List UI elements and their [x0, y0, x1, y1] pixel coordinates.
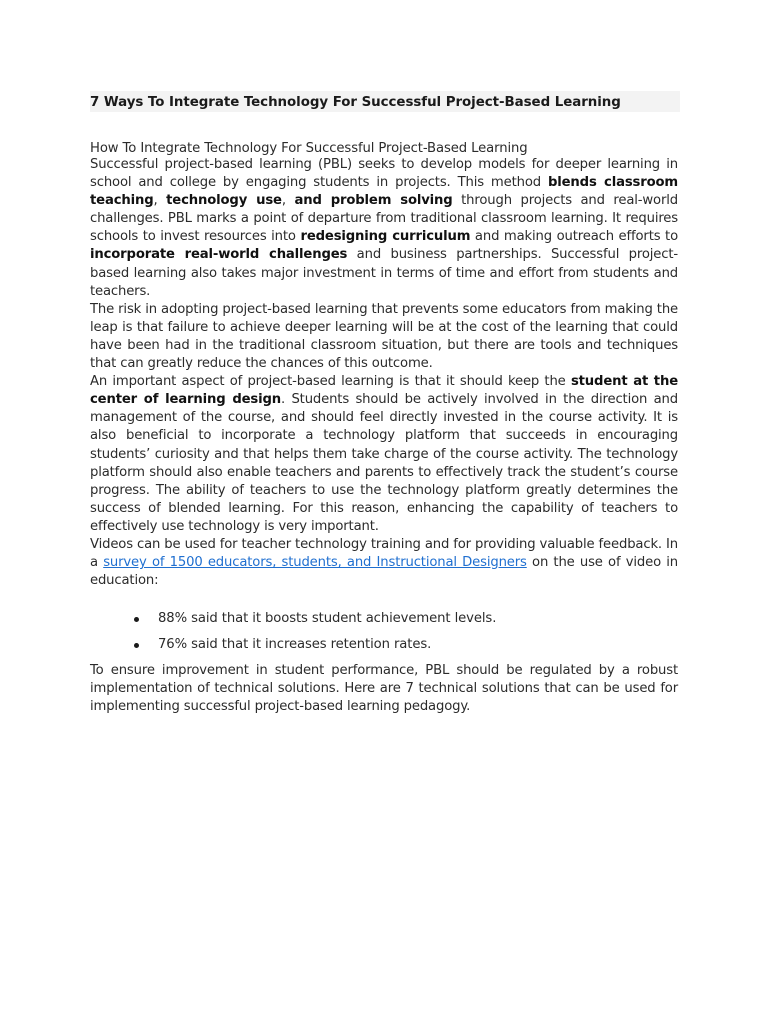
- text-span: through projects and real-world challenges. PBL marks a point of departure from traditional classroom learning. It requires schools to invest resources into: [90, 193, 678, 245]
- bold-phrase: incorporate real-world challenges: [90, 247, 348, 263]
- bold-phrase: blends classroom teaching: [90, 175, 678, 209]
- text-span: An important aspect of project-based learning is that it should keep the: [90, 374, 571, 390]
- survey-link[interactable]: survey of 1500 educators, students, and Instructional Designers: [103, 555, 527, 571]
- list-item-text: 88% said that it boosts student achievement levels.: [158, 611, 497, 627]
- bold-phrase: technology use: [166, 193, 282, 209]
- bullet-list: [90, 610, 678, 654]
- list-item: [134, 610, 678, 628]
- text-span: and business partnerships. Successful project-based learning also takes major investment in terms of time and effort from students and teachers.: [90, 247, 678, 299]
- page-title: 7 Ways To Integrate Technology For Successful Project-Based Learning: [90, 95, 621, 110]
- text-span: ,: [153, 193, 167, 209]
- paragraph-videos: [90, 536, 678, 590]
- bold-phrase: redesigning curriculum: [300, 229, 471, 245]
- bold-phrase: student at the center of learning design: [90, 374, 678, 408]
- bullet-icon: [134, 643, 139, 648]
- paragraph-intro: [90, 156, 678, 301]
- paragraph-risk: The risk in adopting project-based learning that prevents some educators from making the leap is that failure to achieve deeper learning will be at the cost of the learning that could have been had in the traditional classroom situation, but there are tools and techniques that can greatly reduce the chances of this outcome.: [90, 301, 678, 372]
- text-span: Successful project-based learning (PBL) seeks to develop models for deeper learning in school and college by engaging students in projects. This method: [90, 157, 678, 191]
- text-span: on the use of video in education:: [90, 555, 678, 589]
- list-item-text: 76% said that it increases retention rates.: [158, 637, 432, 653]
- page-subtitle: How To Integrate Technology For Successful Project-Based Learning: [90, 141, 528, 156]
- paragraph-conclusion: To ensure improvement in student performance, PBL should be regulated by a robust implementation of technical solutions. Here are 7 technical solutions that can be used for implementing successful project-based learning pedagogy.: [90, 663, 678, 715]
- text-span: ,: [281, 193, 295, 209]
- document-page: [90, 91, 678, 717]
- bold-phrase: and problem solving: [294, 193, 453, 209]
- paragraph-student-center: [90, 373, 678, 536]
- title-bar: [90, 91, 680, 112]
- list-item: [134, 636, 678, 654]
- text-span: Videos can be used for teacher technology training and for providing valuable feedback. In a: [90, 536, 678, 571]
- text-span: and making outreach efforts to: [470, 229, 678, 245]
- bullet-icon: [134, 617, 139, 622]
- text-span: . Students should be actively involved in the direction and management of the course, and should feel directly invested in the course activity. It is also beneficial to incorporate a technology platform that succeeds in encouraging students’ curiosity and that helps them take charge of the course activity. The technology platform should also enable teachers and parents to effectively track the student’s course progress. The ability of teachers to use the technology platform greatly determines the success of blended learning. For this reason, enhancing the capability of teachers to effectively use technology is very important.: [90, 392, 678, 534]
